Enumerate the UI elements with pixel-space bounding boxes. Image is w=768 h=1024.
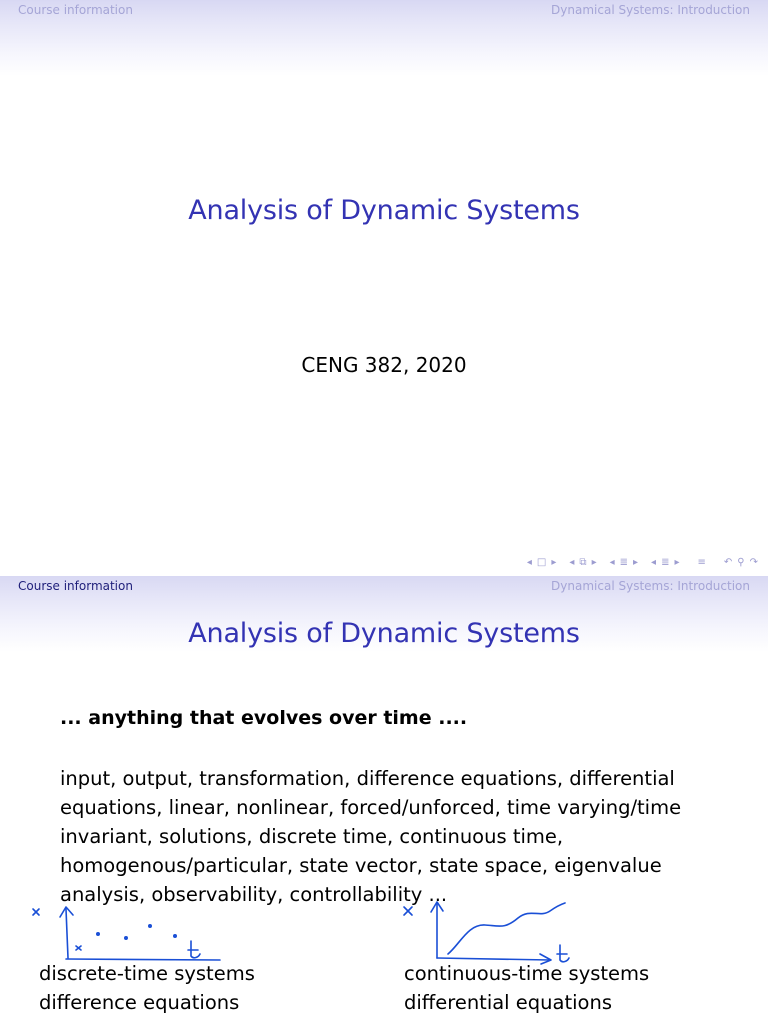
nav-toc-icon[interactable]: ≡ <box>697 557 706 568</box>
discrete-caption-1: discrete-time systems <box>39 962 255 985</box>
continuous-curve <box>448 903 565 954</box>
continuous-caption-1: continuous-time systems <box>404 962 650 985</box>
tagline: ... anything that evolves over time .... <box>60 707 468 729</box>
continuous-time-sketch <box>400 894 600 966</box>
sample-dots <box>96 924 177 940</box>
discrete-time-sketch <box>28 898 228 968</box>
nav-back-icon[interactable]: ↶ <box>723 557 733 568</box>
content-slide <box>0 576 768 1024</box>
nav-next-subsection-icon[interactable]: ▸ <box>674 557 680 568</box>
nav-search-icon[interactable]: ⚲ <box>737 557 745 568</box>
nav-prev-frame-icon[interactable]: ◂ <box>526 557 532 568</box>
sample-mark <box>76 946 81 950</box>
header-title-label[interactable]: Dynamical Systems: Introduction <box>551 579 750 593</box>
presentation-subtitle: CENG 382, 2020 <box>301 353 467 377</box>
vertical-axis <box>66 909 68 958</box>
presentation-title: Analysis of Dynamic Systems <box>188 195 580 226</box>
nav-forward-icon[interactable]: ↷ <box>749 557 758 568</box>
beamer-navigation-bar <box>527 556 758 570</box>
nav-frame-icon[interactable]: □ <box>536 557 547 568</box>
nav-prev-section-icon[interactable]: ◂ <box>609 557 615 568</box>
nav-subsection-icon[interactable]: ≣ <box>661 557 670 568</box>
nav-section-icon[interactable]: ≣ <box>619 557 629 568</box>
header-section-label[interactable]: Course information <box>18 3 133 17</box>
slide-headline <box>0 0 768 76</box>
x-axis-label-mark <box>33 909 39 915</box>
t-axis-label-mark <box>188 941 200 958</box>
header-title-label[interactable]: Dynamical Systems: Introduction <box>551 3 750 17</box>
nav-slide-icon[interactable]: ⧉ <box>579 557 587 568</box>
discrete-caption-2: difference equations <box>39 991 240 1014</box>
keywords-paragraph: input, output, transformation, difference equations, differential equations, linear, nonlinear, forced/unforced, time varying/time invariant, solutions, discrete time, continuous time, homogenous/particular, state vector, state space, eigenvalue analysis, observability, controllability ... <box>60 767 682 906</box>
nav-prev-slide-icon[interactable]: ◂ <box>569 557 575 568</box>
nav-next-frame-icon[interactable]: ▸ <box>551 557 557 568</box>
header-section-label[interactable]: Course information <box>18 579 133 593</box>
nav-next-section-icon[interactable]: ▸ <box>633 557 639 568</box>
nav-prev-subsection-icon[interactable]: ◂ <box>651 557 657 568</box>
continuous-caption-2: differential equations <box>404 991 612 1014</box>
nav-next-slide-icon[interactable]: ▸ <box>591 557 597 568</box>
frame-title: Analysis of Dynamic Systems <box>188 618 580 649</box>
x-axis-label-mark <box>404 907 412 915</box>
